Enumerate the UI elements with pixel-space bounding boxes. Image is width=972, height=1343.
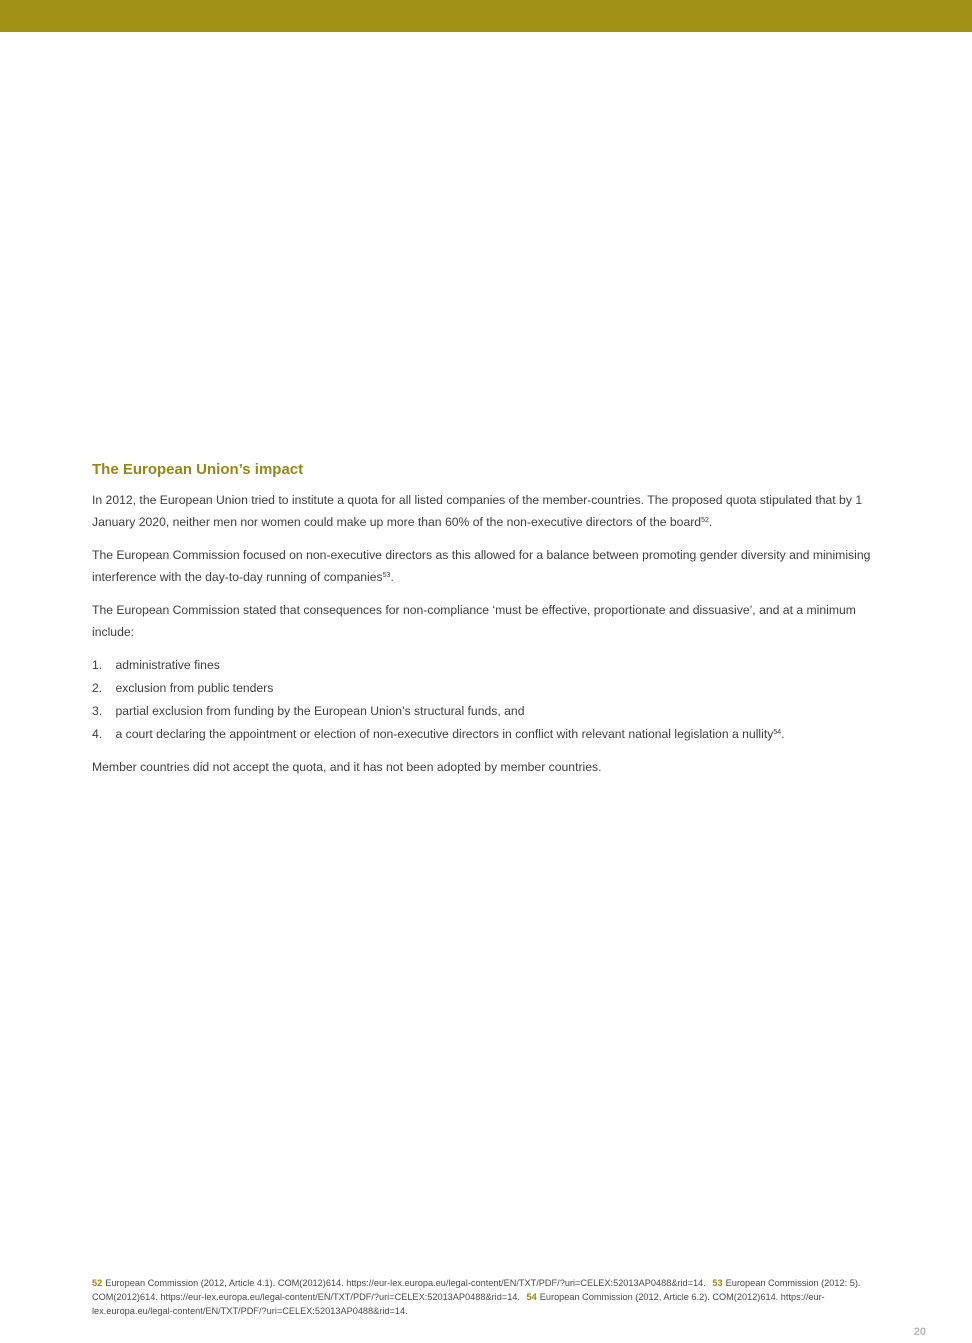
consequences-list	[92, 654, 882, 745]
main-content	[92, 459, 882, 789]
paragraph-tail: .	[390, 570, 394, 584]
list-number: 3.	[92, 704, 103, 718]
paragraph-tail: .	[708, 515, 713, 529]
list-number: 1.	[92, 658, 103, 672]
footnote-text[interactable]: European Commission (2012, Article 4.1). COM(2012)614. https://eur-lex.europa.eu/legal-content/EN/TXT/PDF/?uri=CELEX:52013AP0488&rid=14.	[105, 1278, 706, 1288]
footnote-ref[interactable]: 53	[382, 572, 391, 579]
list-item	[92, 654, 882, 676]
list-item	[92, 723, 882, 745]
section-heading: The European Union’s impact	[92, 461, 304, 478]
footnote-number: 52	[92, 1278, 103, 1288]
list-text: partial exclusion from funding by the European Union’s structural funds, and	[115, 704, 525, 718]
paragraph-text: In 2012, the European Union tried to institute a quota for all listed companies of the member-countries. The proposed quota stipulated that by 1 January 2020, neither men nor women could make up more than 60% of the non-executive directors of the board	[92, 493, 863, 529]
footnote-number: 53	[712, 1278, 723, 1288]
page-number: 20	[913, 1326, 926, 1338]
footnote-number: 54	[526, 1292, 537, 1302]
header-band	[0, 0, 972, 32]
list-number: 2.	[92, 681, 103, 695]
list-tail: .	[781, 727, 785, 741]
paragraph-text: The European Commission stated that consequences for non-compliance ‘must be effective, proportionate and dissuasive’, and at a minimum include:	[92, 603, 856, 639]
footnotes	[92, 1276, 882, 1318]
list-text: administrative fines	[115, 658, 220, 672]
list-item	[92, 700, 882, 722]
footnote-ref[interactable]: 52	[701, 517, 709, 524]
paragraph-quota	[92, 489, 882, 533]
footnote-text[interactable]: European Commission (2012, Article 6.2). COM(2012)614. https://eur-lex.europa.eu/legal-content/EN/TXT/PDF/?uri=CELEX:52013AP0488&rid=14.	[92, 1292, 825, 1316]
paragraph-text: Member countries did not accept the quota, and it has not been adopted by member countries.	[92, 760, 602, 774]
footnote-text[interactable]: European Commission (2012: 5). COM(2012)614. https://eur-lex.europa.eu/legal-content/EN/TXT/PDF/?uri=CELEX:52013AP0488&rid=14.	[92, 1278, 861, 1302]
paragraph-commission-focus	[92, 544, 882, 588]
list-text: a court declaring the appointment or election of non-executive directors in conflict with relevant national legislation a nullity	[115, 727, 774, 741]
paragraph-consequences	[92, 599, 882, 643]
paragraph-text: The European Commission focused on non-executive directors as this allowed for a balance between promoting gender diversity and minimising interference with the day-to-day running of companies	[92, 548, 871, 584]
list-item	[92, 677, 882, 699]
paragraph-outcome	[92, 756, 882, 778]
list-text: exclusion from public tenders	[115, 681, 274, 695]
footnote-ref[interactable]: 54	[773, 729, 782, 736]
list-number: 4.	[92, 727, 103, 741]
